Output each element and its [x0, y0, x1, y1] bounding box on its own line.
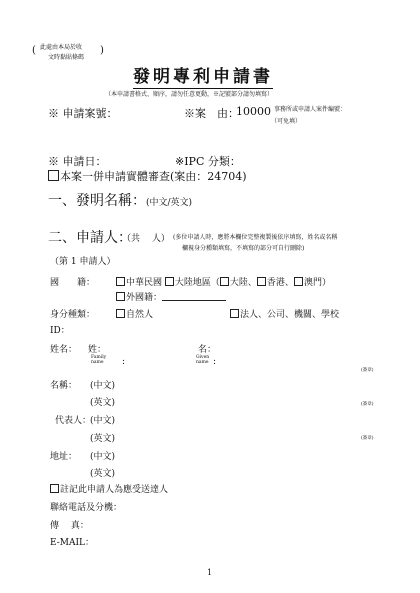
nationality-options: [116, 275, 331, 288]
seal-rep: (簽章): [361, 436, 374, 441]
seal-corp: (簽章): [361, 402, 374, 407]
family-name-sub: [91, 355, 106, 365]
corp-name-chinese: (中文): [90, 381, 116, 391]
right-paren-icon: ): [100, 45, 104, 56]
section1-title: [48, 190, 192, 210]
service-option: [50, 482, 168, 495]
ipc-label: ※IPC 分類：: [175, 155, 241, 168]
barcode-note-line1: 此處由本局於收: [40, 44, 83, 51]
section2-note-line2: 欄視身分種類填寫，不填寫的部分可自行刪除): [182, 245, 305, 252]
nat-hk-checkbox[interactable]: [257, 277, 266, 286]
section2-heading: 二、申請人：: [48, 230, 132, 246]
nat-hk-label: 香港、: [266, 278, 294, 288]
nat-mainland-label: 大陸、: [229, 278, 257, 288]
case-reason-label: ※案 由：: [184, 107, 239, 120]
section1-note: (中文/英文): [146, 198, 193, 208]
address-english: (英文): [90, 469, 116, 479]
address-chinese: (中文): [90, 452, 116, 462]
rep-label: 代表人：: [55, 416, 92, 426]
family-name-colon: :: [122, 357, 126, 367]
service-label: 註記此申請人為應受送達人: [60, 485, 169, 495]
applicant-count: （共 人）: [122, 234, 170, 244]
corp-name-label: 名稱：: [50, 381, 78, 391]
document-title: 發明專利申請書: [133, 62, 273, 89]
service-checkbox[interactable]: [50, 484, 59, 493]
id-label: ID：: [50, 326, 70, 336]
rep-english: (英文): [90, 434, 116, 444]
foreign-country-field[interactable]: [162, 291, 226, 301]
applicant-number: （第 1 申請人）: [50, 257, 116, 267]
document-subtitle: （本申請書格式、順序，請勿任意更動，※記號部分請勿填寫）: [105, 91, 274, 98]
page-number: 1: [207, 568, 213, 577]
nat-macau-checkbox[interactable]: [294, 277, 303, 286]
nationality-label: 國 籍：: [50, 278, 96, 288]
id-legal-label: 法人、公司、機關、學校: [240, 310, 340, 320]
case-number-label: ※ 申請案號：: [48, 107, 118, 120]
nat-foreign-checkbox[interactable]: [116, 292, 125, 301]
identity-natural: [116, 307, 153, 320]
surname-label: 姓：: [88, 345, 107, 355]
foreign-nationality: [116, 290, 226, 303]
email-label: E-MAIL：: [50, 538, 95, 548]
nat-macau-label: 澳門）: [303, 278, 331, 288]
id-natural-label: 自然人: [126, 310, 154, 320]
exam-label: 本案一併申請實體審查(案由：24704): [60, 170, 247, 183]
family-name-sub1: Family: [91, 355, 107, 360]
office-ref-label: 事務所或申請人案件編號：: [274, 106, 347, 113]
given-name-sub1: Given: [196, 355, 210, 360]
id-legal-checkbox[interactable]: [230, 309, 239, 318]
given-name-colon: :: [213, 357, 217, 367]
filing-date-label: ※ 申請日：: [48, 155, 107, 168]
identity-legal: [230, 307, 339, 320]
left-paren-icon: (: [32, 45, 36, 56]
name-label: 姓名：: [50, 345, 78, 355]
address-label: 地址：: [50, 452, 78, 462]
given-name-label: 名：: [198, 345, 217, 355]
office-ref-optional: （可免填）: [271, 118, 302, 125]
nat-mainland-area-checkbox[interactable]: [165, 277, 174, 286]
case-reason-value: 10000: [236, 105, 271, 118]
nat-mainland-area-label: 大陸地區（: [174, 278, 220, 288]
section1-heading: 一、發明名稱：: [48, 193, 146, 209]
seal-name: (簽章): [361, 368, 374, 373]
nat-mainland-checkbox[interactable]: [220, 277, 229, 286]
given-name-sub: [196, 355, 209, 365]
rep-chinese: (中文): [90, 416, 116, 426]
phone-label: 聯絡電話及分機：: [50, 503, 123, 513]
family-name-sub2: name: [91, 360, 104, 365]
section2-note-line1: (多位申請人時，應將本欄位完整複製後依序填寫，姓名或名稱: [173, 234, 338, 241]
fax-label: 傳 真：: [50, 521, 89, 531]
substantive-exam-option[interactable]: [48, 168, 247, 184]
barcode-note-line2: 文時黏貼條碼: [48, 54, 85, 61]
nat-roc-checkbox[interactable]: [116, 277, 125, 286]
nat-foreign-label: 外國籍：: [126, 293, 163, 303]
exam-checkbox[interactable]: [48, 170, 59, 181]
corp-name-english: (英文): [90, 398, 116, 408]
given-name-sub2: name: [196, 360, 209, 365]
identity-label: 身分種類：: [50, 310, 96, 320]
id-natural-checkbox[interactable]: [116, 309, 125, 318]
nat-roc-label: 中華民國: [126, 278, 163, 288]
